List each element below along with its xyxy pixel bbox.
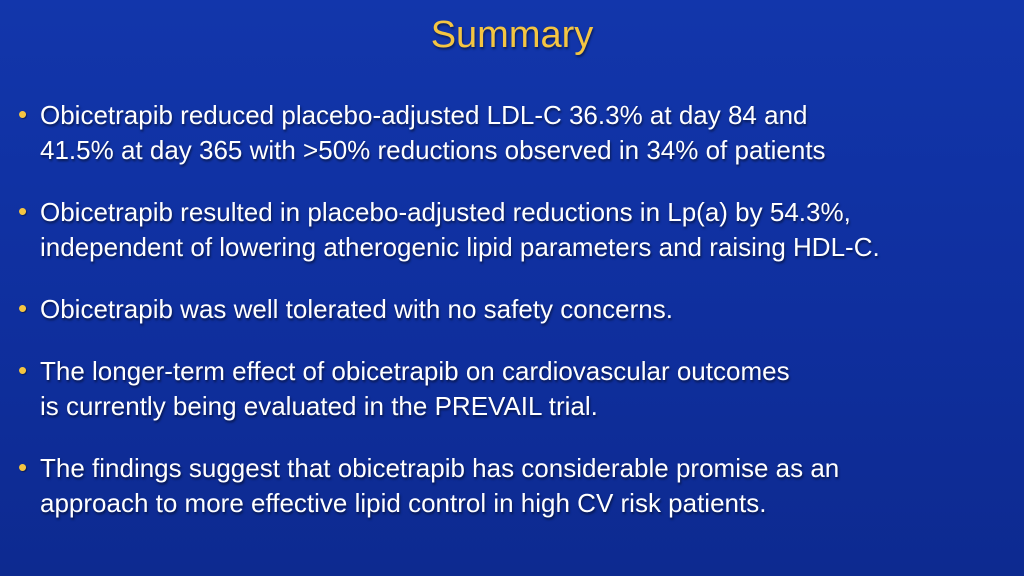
bullet-text: Obicetrapib resulted in placebo-adjusted reductions in Lp(a) by 54.3%, independent of lowering atherogenic lipid parameters and raising HDL-C. — [40, 197, 880, 262]
slide-title: Summary — [430, 14, 594, 56]
bullet-list — [18, 98, 1018, 548]
bullet-item — [18, 195, 1018, 265]
bullet-point-icon: • — [18, 355, 28, 385]
bullet-point-icon: • — [18, 452, 28, 482]
bullet-item — [18, 292, 1018, 327]
bullet-point-icon: • — [18, 99, 28, 129]
bullet-point-icon: • — [18, 293, 28, 323]
bullet-text: Obicetrapib reduced placebo-adjusted LDL-C 36.3% at day 84 and 41.5% at day 365 with >50% reductions observed in 34% of patients — [40, 100, 826, 165]
bullet-point-icon: • — [18, 196, 28, 226]
bullet-item — [18, 354, 1018, 424]
bullet-item — [18, 451, 1018, 521]
bullet-item — [18, 98, 1018, 168]
bullet-text: Obicetrapib was well tolerated with no safety concerns. — [40, 294, 673, 324]
bullet-text: The longer-term effect of obicetrapib on cardiovascular outcomes is currently being evaluated in the PREVAIL trial. — [40, 356, 790, 421]
bullet-text: The findings suggest that obicetrapib has considerable promise as an approach to more effective lipid control in high CV risk patients. — [40, 453, 840, 518]
